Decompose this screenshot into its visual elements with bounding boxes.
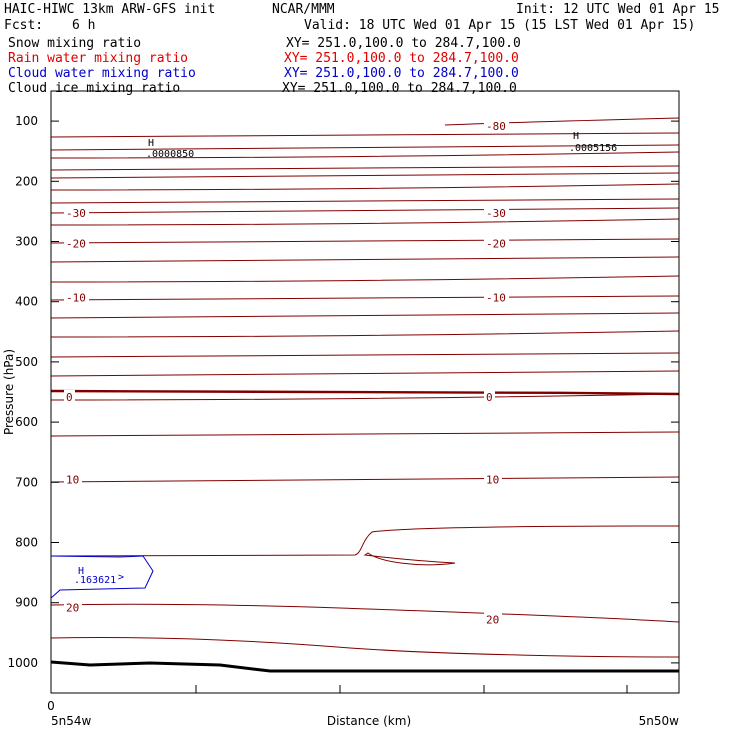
y-axis-title: Pressure (hPa): [2, 348, 16, 436]
x-axis-title: Distance (km): [326, 714, 412, 728]
init-time: Init: 12 UTC Wed 01 Apr 15: [516, 2, 720, 17]
y-tick-label: 600: [15, 415, 38, 430]
y-tick-label: 900: [15, 595, 38, 610]
isotherm: [51, 133, 679, 137]
max-value-1: .0000850: [146, 149, 195, 160]
isotherm-zero: [51, 391, 679, 394]
contour-label: -10: [486, 291, 506, 305]
ground-surface: [51, 662, 679, 671]
isotherm: [51, 208, 679, 213]
contour-label: 10: [66, 473, 80, 487]
y-tick-label: 500: [15, 354, 38, 369]
max-value-3: .163621: [74, 575, 117, 586]
field-name-snow: Snow mixing ratio: [8, 36, 142, 51]
contour-label: -10: [66, 291, 86, 305]
isotherm: [51, 184, 679, 190]
isotherm: [51, 276, 679, 282]
x-tick-label-zero: 0: [47, 699, 55, 713]
plot-title: HAIC-HIWC 13km ARW-GFS init: [4, 2, 216, 17]
field-name-cloud-water: Cloud water mixing ratio: [8, 66, 196, 81]
org-label: NCAR/MMM: [272, 2, 335, 17]
field-name-cloud-ice: Cloud ice mixing ratio: [8, 81, 181, 96]
isotherm: [51, 637, 679, 657]
y-tick-label: 1000: [7, 655, 38, 670]
contour-label: 10: [486, 473, 500, 487]
x-end-label-right: 5n50w: [638, 714, 679, 728]
y-tick-label: 300: [15, 234, 38, 249]
contour-label: 20: [486, 613, 500, 627]
isotherm: [51, 296, 679, 300]
y-tick-label: 800: [15, 535, 38, 550]
isotherm: [51, 199, 679, 203]
isotherm: [51, 219, 679, 225]
isotherm: [51, 477, 679, 482]
contour-label: -30: [486, 207, 506, 221]
field-xy-cloud-water: XY= 251.0,100.0 to 284.7,100.0: [284, 66, 519, 81]
contour-label: 0: [66, 390, 73, 404]
max-mark-3: H: [78, 566, 85, 577]
isotherm: [365, 553, 455, 565]
max-mark-2: H: [573, 131, 580, 142]
isotherm: [51, 353, 679, 357]
isotherm: [51, 257, 679, 262]
isotherm: [445, 118, 679, 125]
y-tick-label: 200: [15, 174, 38, 189]
contour-label: 0: [486, 390, 493, 404]
contour-label: -20: [486, 237, 506, 251]
isotherm: [51, 432, 679, 436]
ground-line: [51, 662, 679, 671]
field-xy-cloud-ice: XY= 251.0,100.0 to 284.7,100.0: [282, 81, 517, 96]
y-tick-label: 400: [15, 294, 38, 309]
isotherm: [51, 239, 679, 243]
isotherm: [51, 601, 679, 622]
max-suffix-3: >: [118, 572, 125, 583]
fcst-label: Fcst:: [4, 18, 44, 33]
x-end-label-left: 5n54w: [51, 714, 92, 728]
field-name-rain: Rain water mixing ratio: [8, 51, 189, 66]
isotherm: [51, 166, 679, 170]
field-xy-rain: XY= 251.0,100.0 to 284.7,100.0: [284, 51, 519, 66]
y-tick-label: 700: [15, 475, 38, 490]
isotherm: [51, 313, 679, 318]
max-mark-1: H: [148, 138, 155, 149]
isotherm: [51, 394, 679, 400]
isotherm: [51, 526, 679, 556]
contour-label: 20: [66, 601, 80, 615]
valid-time: Valid: 18 UTC Wed 01 Apr 15 (15 LST Wed 01 Apr 15): [304, 18, 696, 33]
fcst-value: 6 h: [72, 18, 96, 33]
contour-label: -30: [66, 207, 86, 221]
y-tick-label: 100: [15, 114, 38, 129]
max-value-2: .0005156: [569, 143, 618, 154]
contour-label: -80: [486, 119, 506, 133]
field-xy-snow: XY= 251.0,100.0 to 284.7,100.0: [286, 36, 521, 51]
isotherm-lines: [51, 118, 679, 657]
isotherm: [51, 173, 679, 178]
isotherm: [51, 331, 679, 337]
contour-label: -20: [66, 237, 86, 251]
isotherm: [51, 371, 679, 376]
